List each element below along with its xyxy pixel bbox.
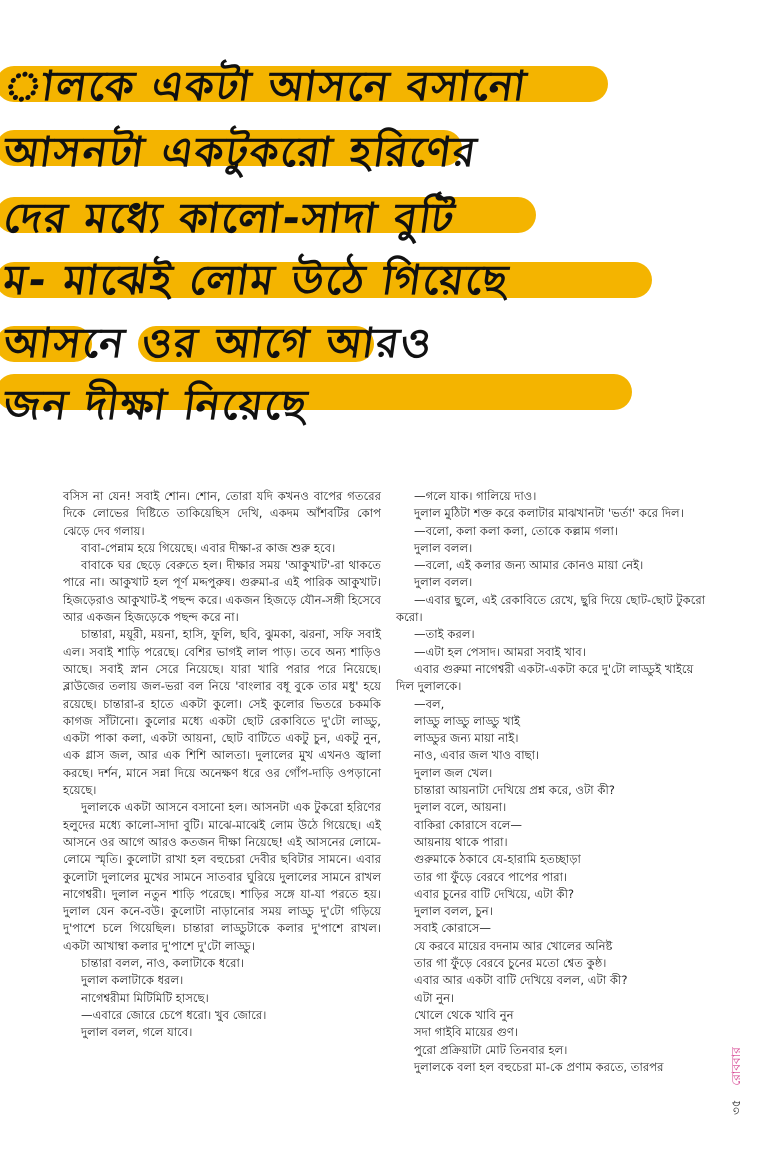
paragraph: নাও, এবার জল খাও বাছা। xyxy=(414,748,540,763)
paragraph: বাকিরা কোরাসে বলে— xyxy=(414,817,522,832)
hero-line: আসনে ওর আগে আরও xyxy=(0,319,437,367)
paragraph: এবার আর একটা বাটি দেখিয়ে বলল, এটা কী? xyxy=(414,973,628,988)
paragraph: এটা নুন। xyxy=(414,990,455,1005)
paragraph: দুলাল বলল, চুন। xyxy=(414,904,493,919)
verse-line: আয়নায় থাকে পারা। xyxy=(414,834,508,849)
hero-line: ম- মাঝেই লোম উঠে গিয়েছে xyxy=(0,256,513,304)
page-number: ৩৫ xyxy=(729,1099,743,1115)
paragraph: দুলাল বলে, আয়না। xyxy=(414,800,507,815)
paragraph: —বল, xyxy=(414,696,445,711)
paragraph: সবাই কোরাসে— xyxy=(414,921,492,936)
paragraph: —বলো, কলা কলা কলা, তোকে কল্লাম গলা। xyxy=(414,523,618,538)
paragraph: —গলে যাক। গালিয়ে দাও। xyxy=(414,489,537,503)
paragraph: —বলো, এই কলার জন্য আমার কোনও মায়া নেই। xyxy=(414,558,644,573)
paragraph: —তাই করল। xyxy=(414,627,475,642)
body-column-right xyxy=(396,488,706,1076)
paragraph: বসিস না যেন! সবাই শোন। শোন, তোরা যদি কখনও বাপের গতরের দিকে লোভের দিষ্টিতে তাকিয়েছিস দেখি, একদম আঁশবটির কোপ ঝেড়ে দেব গলায়। xyxy=(63,489,381,538)
paragraph: চান্তারা আয়নাটা দেখিয়ে প্রশ্ন করে, ওটা কী? xyxy=(414,783,615,798)
verse-line: সদা গাইবি মায়ের গুণ। xyxy=(414,1025,519,1040)
paragraph: বাবাকে ঘর ছেড়ে বেরুতে হল। দীক্ষার সময় 'আকুখাট'-রা থাকতে পারে না। আকুখাট হল পূর্ণ মদ্দপুরুষ। গুরুমা-র এই পারিক আকুখাট। হিজড়েরাও আকুখাট-ই পছন্দ করে। একজন হিজড়ে যৌন-সঙ্গী হিসেবে আর একজন হিজড়েকে পছন্দ করে না। xyxy=(63,558,381,625)
paragraph: দুলাল বলল, গলে যাবে। xyxy=(81,1025,193,1040)
hero-line: ালকে একটা আসনে বসানো xyxy=(0,62,531,110)
paragraph: নাগেশ্বরীমা মিটিমিটি হাসছে। xyxy=(81,990,209,1005)
hero-line: আসনটা একটুকরো হরিণের xyxy=(0,128,482,176)
paragraph: চান্তারা, ময়ূরী, ময়না, হাসি, ফুলি, ছবি, ঝুমকা, ঝরনা, সফি সবাই এল। সবাই শাড়ি পরেছে। বেশির ভাগই লাল পাড়। তবে অন্য শাড়িও আছে। সবাই স্নান সেরে নিয়েছে। যারা খারি পরার পরে নিয়েছে। ব্লাউজের তলায় জল-ভরা বল নিয়ে 'বাংলার বধূ বুকে তার মধু' হয়ে রয়েছে। চান্তারা-র হাতে একটা কুলো। সেই কুলোর ভিতরে চকমকি কাগজ সাঁটানো। কুলোর মধ্যে একটা ছোট রেকাবিতে দু'টো লাড্ডু, একটা পাকা কলা, একটা আয়না, ছোট বাটিতে একটু চুন, একটু নুন, এক গ্লাস জল, আর এক শিশি আলতা। দুলালের মুখ এখনও জ্বালা করছে। দর্শন, মানে সন্না দিয়ে অনেক্ষণ ধরে ওর গোঁপ-দাড়ি ওপড়ানো হয়েছে। xyxy=(63,627,381,798)
paragraph: দুলাল বলল। xyxy=(414,575,473,590)
verse-line: গুরুমাকে ঠকাবে যে-হারামি হতচ্ছাড়া xyxy=(414,852,581,867)
verse-line: লাড্ডুর জন্য মায়া নাই। xyxy=(414,731,519,746)
hero-lettering xyxy=(0,0,770,470)
paragraph: বাবা-পেন্নাম হয়ে গিয়েছে। এবার দীক্ষা-র কাজ শুরু হবে। xyxy=(81,540,336,555)
hero-line: জন দীক্ষা নিয়েছে xyxy=(0,381,312,429)
verse-line: লাড্ডু লাড্ডু লাড্ডু খাই xyxy=(414,713,520,728)
verse-line: খোলে থেকে খাবি নুন xyxy=(414,1007,514,1022)
paragraph: —এটা হল পেসাদ। আমরা সবাই খাব। xyxy=(414,644,586,659)
paragraph: এবার চুনের বাটি দেখিয়ে, এটা কী? xyxy=(414,886,575,901)
magazine-name: রোববার xyxy=(729,1047,743,1086)
paragraph: এবার গুরুমা নাগেশ্বরী একটা-একটা করে দু'টো লাড্ডুই খাইয়ে দিল দুলালকে। xyxy=(396,661,694,694)
page-folio xyxy=(718,1005,758,1115)
paragraph: —এবারে জোরে চেপে ধরো। খুব জোরে। xyxy=(81,1007,267,1022)
hero-line: দের মধ্যে কালো-সাদা বুটি xyxy=(0,194,459,242)
paragraph: দুলাল জল খেল। xyxy=(414,765,493,780)
verse-line: যে করবে মায়ের বদনাম আর খোলের অনিষ্ট xyxy=(414,938,613,953)
paragraph: চান্তারা বলল, নাও, কলাটাকে ধরো। xyxy=(81,956,244,971)
paragraph: দুলাল মুঠিটা শক্ত করে কলাটার মাঝখানটা 'ভর্তা' করে দিল। xyxy=(414,506,684,521)
paragraph: দুলাল কলাটাকে ধরল। xyxy=(81,973,184,988)
verse-line: তার গা ফুঁড়ে বেরবে পাপের পারা। xyxy=(414,869,568,884)
body-column-left xyxy=(63,488,381,1042)
paragraph: দুলালকে একটা আসনে বসানো হল। আসনটা এক টুকরো হরিণের হলুদের মধ্যে কালো-সাদা বুটি। মাঝে-মাঝেই লোম উঠে গিয়েছে। এই আসনে ওর আগে আরও কতজন দীক্ষা নিয়েছে! এই আসনের লোমে-লোমে স্মৃতি। কুলোটা রাখা হল বহুচেরা দেবীর ছবিটার সামনে। এবার কুলোটা দুলালের মুখের সামনে সাতবার ঘুরিয়ে দুলালের সামনে রাখল নাগেশ্বরী। দুলাল নতুন শাড়ি পরেছে। শাড়ির সঙ্গে যা-যা পরতে হয়। দুলাল যেন কনে-বউ। কুলোটা নাড়ানোর সময় লাড্ডু দু'টো গড়িয়ে দু'পাশে চলে গিয়েছিল। চান্তারা লাড্ডুটাকে কলার দু'পাশে রাখল। একটা আখাম্বা কলার দু'পাশে দু'টো লাড্ডু। xyxy=(63,800,381,953)
paragraph: দুলালকে বলা হল বহুচেরা মা-কে প্রণাম করতে, তারপর xyxy=(414,1059,664,1074)
verse-line: তার গা ফুঁড়ে বেরবে চুনের মতো শ্বেত কুষ্ঠ। xyxy=(414,956,607,971)
paragraph: দুলাল বলল। xyxy=(414,540,473,555)
paragraph: পুরো প্রক্রিয়াটা মোট তিনবার হল। xyxy=(414,1042,568,1057)
paragraph: —এবার ছুলে, এই রেকাবিতে রেখে, ছুরি দিয়ে ছোট-ছোট টুকরো করো। xyxy=(396,592,706,625)
